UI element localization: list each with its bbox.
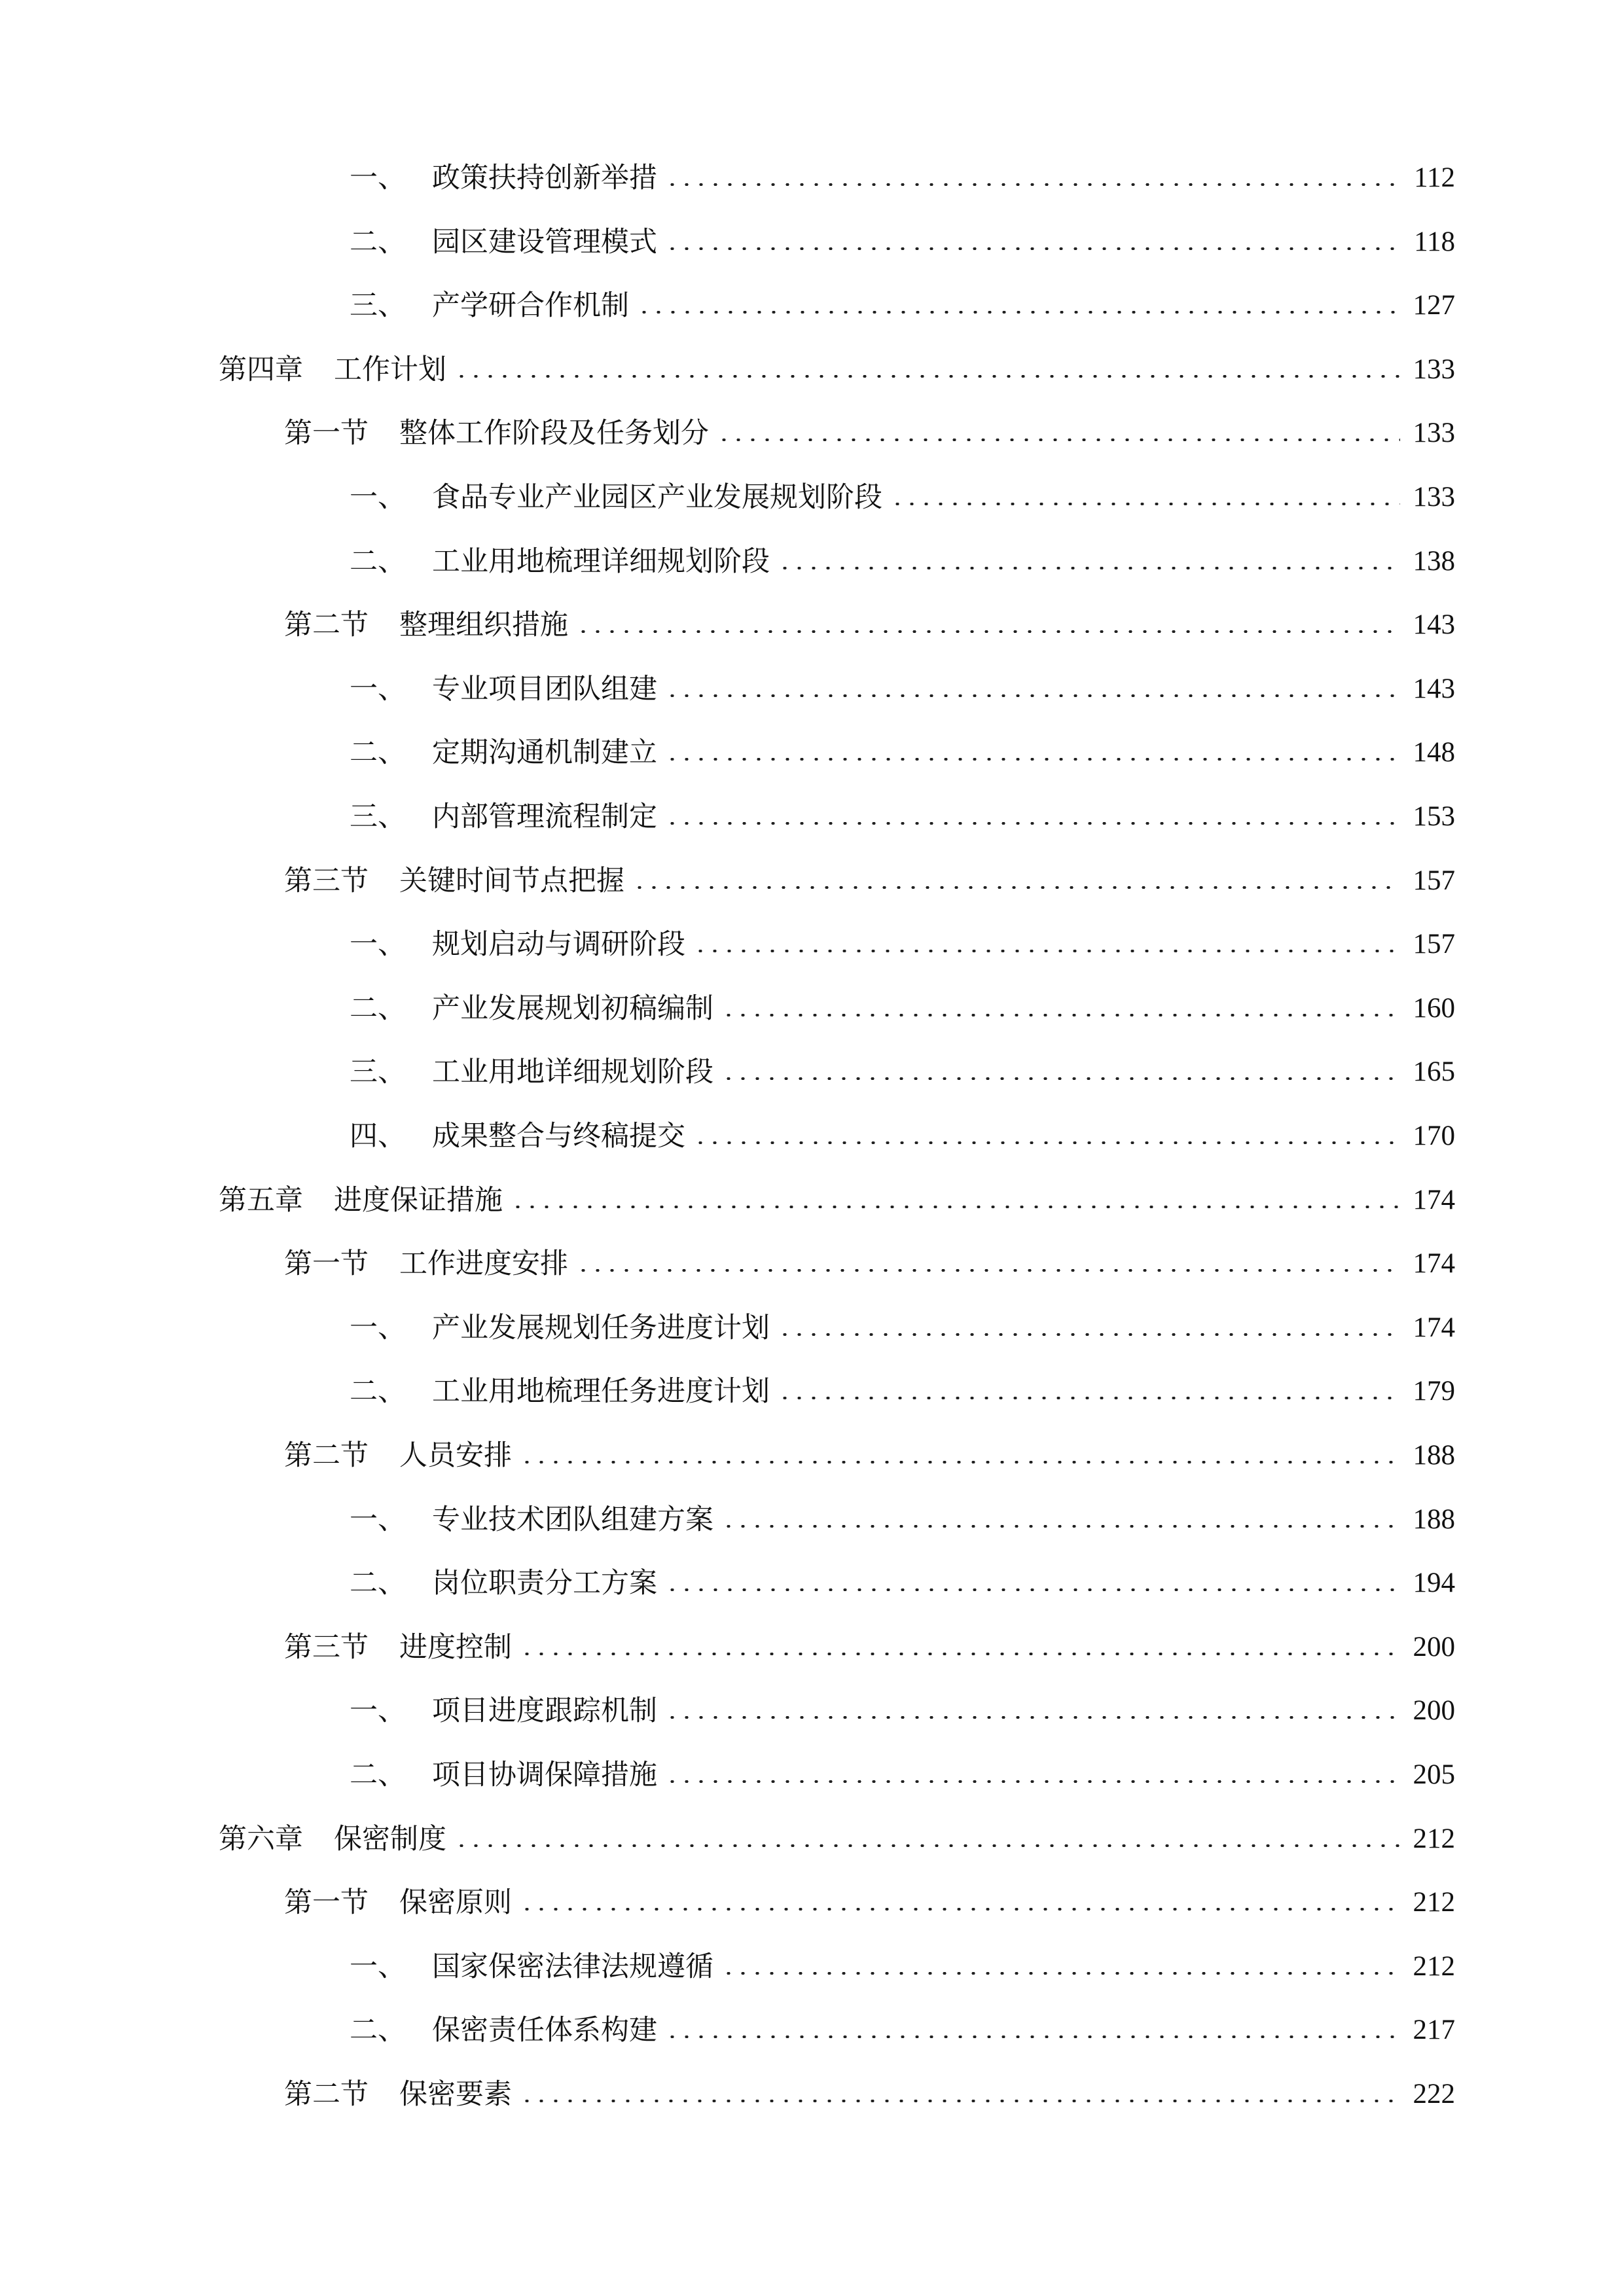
toc-entry-page-number: 174 <box>1413 1312 1455 1343</box>
toc-entry[interactable] <box>350 530 1455 593</box>
toc-entry-title: 项目协调保障措施 <box>432 1759 657 1791</box>
toc-entry[interactable] <box>219 1808 1455 1871</box>
toc-entry[interactable] <box>350 1935 1455 1998</box>
toc-entry[interactable] <box>350 147 1455 209</box>
toc-entry[interactable] <box>350 1041 1455 1103</box>
toc-entry-number: 第四章 <box>219 353 303 386</box>
toc-entry-title: 产业发展规划任务进度计划 <box>432 1312 770 1344</box>
toc-entry[interactable] <box>350 785 1455 848</box>
dot-leader <box>890 503 1400 505</box>
toc-entry-title: 国家保密法律法规遵循 <box>432 1950 713 1983</box>
toc-entry-page-number: 153 <box>1413 801 1455 832</box>
toc-entry-number: 二、 <box>350 1375 406 1408</box>
toc-entry-number: 第二节 <box>284 1439 369 1472</box>
toc-entry-page-number: 165 <box>1413 1056 1455 1087</box>
toc-entry[interactable] <box>350 1744 1455 1806</box>
toc-entry-title: 保密责任体系构建 <box>432 2014 657 2047</box>
toc-entry[interactable] <box>350 1297 1455 1359</box>
dot-leader <box>454 375 1400 378</box>
toc-entry-number: 第三节 <box>284 865 369 897</box>
toc-entry[interactable] <box>284 594 1455 656</box>
toc-entry-page-number: 212 <box>1413 1951 1455 1982</box>
toc-entry-title: 专业项目团队组建 <box>432 673 657 706</box>
toc-entry-title: 产业发展规划初稿编制 <box>432 992 713 1025</box>
toc-entry-title: 工业用地详细规划阶段 <box>432 1056 713 1088</box>
toc-entry[interactable] <box>350 1360 1455 1423</box>
toc-entry-page-number: 157 <box>1413 929 1455 960</box>
dot-leader <box>511 1206 1400 1208</box>
toc-entry-page-number: 212 <box>1413 1823 1455 1854</box>
toc-entry-number: 一、 <box>350 1312 406 1344</box>
toc-entry[interactable] <box>350 1679 1455 1742</box>
toc-entry-page-number: 143 <box>1413 609 1455 640</box>
toc-entry[interactable] <box>284 402 1455 465</box>
toc-entry-number: 一、 <box>350 928 406 961</box>
dot-leader <box>665 1716 1400 1719</box>
toc-entry-number: 二、 <box>350 545 406 578</box>
toc-entry-number: 二、 <box>350 736 406 769</box>
dot-leader <box>721 1077 1400 1080</box>
toc-entry[interactable] <box>284 1616 1455 1679</box>
toc-entry[interactable] <box>284 1232 1455 1295</box>
dot-leader <box>717 439 1400 441</box>
dot-leader <box>520 1653 1400 1655</box>
dot-leader <box>721 1525 1400 1528</box>
toc-entry-title: 食品专业产业园区产业发展规划阶段 <box>432 481 882 514</box>
toc-entry[interactable] <box>350 1999 1455 2062</box>
toc-entry-number: 二、 <box>350 1759 406 1791</box>
dot-leader <box>665 822 1400 825</box>
toc-entry-page-number: 200 <box>1413 1695 1455 1726</box>
toc-entry-number: 第二节 <box>284 2078 369 2111</box>
toc-entry-number: 二、 <box>350 1567 406 1600</box>
toc-entry-page-number: 118 <box>1414 226 1455 257</box>
dot-leader <box>665 247 1400 250</box>
toc-entry[interactable] <box>219 1169 1455 1232</box>
dot-leader <box>721 1972 1400 1975</box>
toc-entry-title: 工业用地梳理任务进度计划 <box>432 1375 770 1408</box>
dot-leader <box>693 1141 1400 1144</box>
toc-entry-page-number: 222 <box>1413 2079 1455 2109</box>
toc-entry-page-number: 133 <box>1413 482 1455 512</box>
toc-entry[interactable] <box>284 1424 1455 1487</box>
toc-entry[interactable] <box>350 1105 1455 1168</box>
toc-entry-title: 关键时间节点把握 <box>399 865 624 897</box>
toc-entry-page-number: 138 <box>1413 546 1455 577</box>
dot-leader <box>576 630 1400 633</box>
toc-entry-page-number: 212 <box>1413 1887 1455 1918</box>
toc-entry-number: 一、 <box>350 1950 406 1983</box>
toc-entry-title: 整体工作阶段及任务划分 <box>399 417 709 450</box>
toc-entry-page-number: 112 <box>1414 162 1455 193</box>
toc-entry-title: 规划启动与调研阶段 <box>432 928 685 961</box>
dot-leader <box>520 2100 1400 2102</box>
toc-entry-page-number: 179 <box>1413 1376 1455 1407</box>
toc-entry-number: 二、 <box>350 226 406 259</box>
toc-entry-page-number: 133 <box>1413 354 1455 385</box>
toc-entry-page-number: 194 <box>1413 1568 1455 1598</box>
toc-entry-page-number: 127 <box>1413 290 1455 321</box>
toc-entry-title: 工作计划 <box>334 353 446 386</box>
toc-entry-title: 产学研合作机制 <box>432 289 629 322</box>
dot-leader <box>520 1908 1400 1910</box>
toc-entry[interactable] <box>284 2063 1455 2126</box>
toc-entry-title: 进度控制 <box>399 1631 512 1664</box>
dot-leader <box>665 694 1400 697</box>
toc-entry-number: 三、 <box>350 800 406 833</box>
toc-entry-number: 一、 <box>350 673 406 706</box>
toc-entry[interactable] <box>350 658 1455 721</box>
toc-entry-page-number: 148 <box>1413 737 1455 768</box>
toc-entry-title: 内部管理流程制定 <box>432 800 657 833</box>
toc-entry[interactable] <box>350 1552 1455 1615</box>
toc-entry-page-number: 143 <box>1413 673 1455 704</box>
toc-entry-page-number: 205 <box>1413 1759 1455 1790</box>
toc-entry-number: 三、 <box>350 289 406 322</box>
toc-entry-page-number: 157 <box>1413 865 1455 896</box>
toc-entry-page-number: 174 <box>1413 1185 1455 1215</box>
toc-entry-title: 定期沟通机制建立 <box>432 736 657 769</box>
toc-entry-number: 第一节 <box>284 417 369 450</box>
toc-entry[interactable] <box>219 338 1455 401</box>
dot-leader <box>778 1397 1400 1399</box>
toc-entry-number: 三、 <box>350 1056 406 1088</box>
toc-entry-title: 整理组织措施 <box>399 609 568 641</box>
toc-entry-number: 第一节 <box>284 1886 369 1919</box>
dot-leader <box>778 567 1400 569</box>
toc-entry[interactable] <box>350 721 1455 784</box>
toc-entry-title: 项目进度跟踪机制 <box>432 1695 657 1727</box>
toc-entry-title: 人员安排 <box>399 1439 512 1472</box>
dot-leader <box>665 183 1400 186</box>
toc-entry-number: 第二节 <box>284 609 369 641</box>
toc-entry-number: 第一节 <box>284 1247 369 1280</box>
dot-leader <box>632 886 1400 889</box>
toc-entry-title: 保密原则 <box>399 1886 512 1919</box>
dot-leader <box>576 1269 1400 1272</box>
toc-entry[interactable] <box>350 211 1455 274</box>
toc-entry-number: 一、 <box>350 481 406 514</box>
toc-entry-page-number: 170 <box>1413 1121 1455 1151</box>
toc-entry-number: 一、 <box>350 162 406 194</box>
toc-entry-number: 第六章 <box>219 1823 303 1856</box>
toc-entry-page-number: 200 <box>1413 1632 1455 1662</box>
toc-entry-page-number: 160 <box>1413 993 1455 1024</box>
toc-entry-number: 第五章 <box>219 1184 303 1217</box>
toc-entry-title: 进度保证措施 <box>334 1184 503 1217</box>
toc-entry-title: 政策扶持创新举措 <box>432 162 657 194</box>
toc-entry[interactable] <box>350 913 1455 976</box>
toc-entry-page-number: 188 <box>1413 1440 1455 1471</box>
toc-entry-number: 一、 <box>350 1503 406 1536</box>
toc-entry-number: 一、 <box>350 1695 406 1727</box>
toc-entry-page-number: 188 <box>1413 1504 1455 1535</box>
toc-entry[interactable] <box>284 1871 1455 1934</box>
toc-entry-title: 保密要素 <box>399 2078 512 2111</box>
toc-entry-title: 岗位职责分工方案 <box>432 1567 657 1600</box>
dot-leader <box>693 950 1400 952</box>
toc-entry-title: 工作进度安排 <box>399 1247 568 1280</box>
toc-entry[interactable] <box>284 850 1455 912</box>
toc-entry[interactable] <box>350 274 1455 337</box>
toc-entry[interactable] <box>350 466 1455 529</box>
toc-entry[interactable] <box>350 1488 1455 1551</box>
dot-leader <box>778 1333 1400 1336</box>
dot-leader <box>665 1780 1400 1783</box>
toc-entry-number: 二、 <box>350 992 406 1025</box>
dot-leader <box>665 758 1400 761</box>
toc-entry-number: 二、 <box>350 2014 406 2047</box>
dot-leader <box>637 311 1400 314</box>
toc-entry-number: 第三节 <box>284 1631 369 1664</box>
toc-entry-title: 保密制度 <box>334 1823 446 1856</box>
toc-entry-page-number: 133 <box>1413 418 1455 448</box>
dot-leader <box>454 1844 1400 1847</box>
toc-entry[interactable] <box>350 977 1455 1040</box>
toc-entry-number: 四、 <box>350 1120 406 1153</box>
toc-entry-page-number: 174 <box>1413 1248 1455 1279</box>
dot-leader <box>665 2036 1400 2038</box>
toc-entry-title: 成果整合与终稿提交 <box>432 1120 685 1153</box>
toc-entry-title: 工业用地梳理详细规划阶段 <box>432 545 770 578</box>
dot-leader <box>520 1461 1400 1463</box>
dot-leader <box>665 1588 1400 1591</box>
toc-entry-title: 专业技术团队组建方案 <box>432 1503 713 1536</box>
toc-entry-page-number: 217 <box>1413 2015 1455 2045</box>
dot-leader <box>721 1014 1400 1016</box>
toc-entry-title: 园区建设管理模式 <box>432 226 657 259</box>
